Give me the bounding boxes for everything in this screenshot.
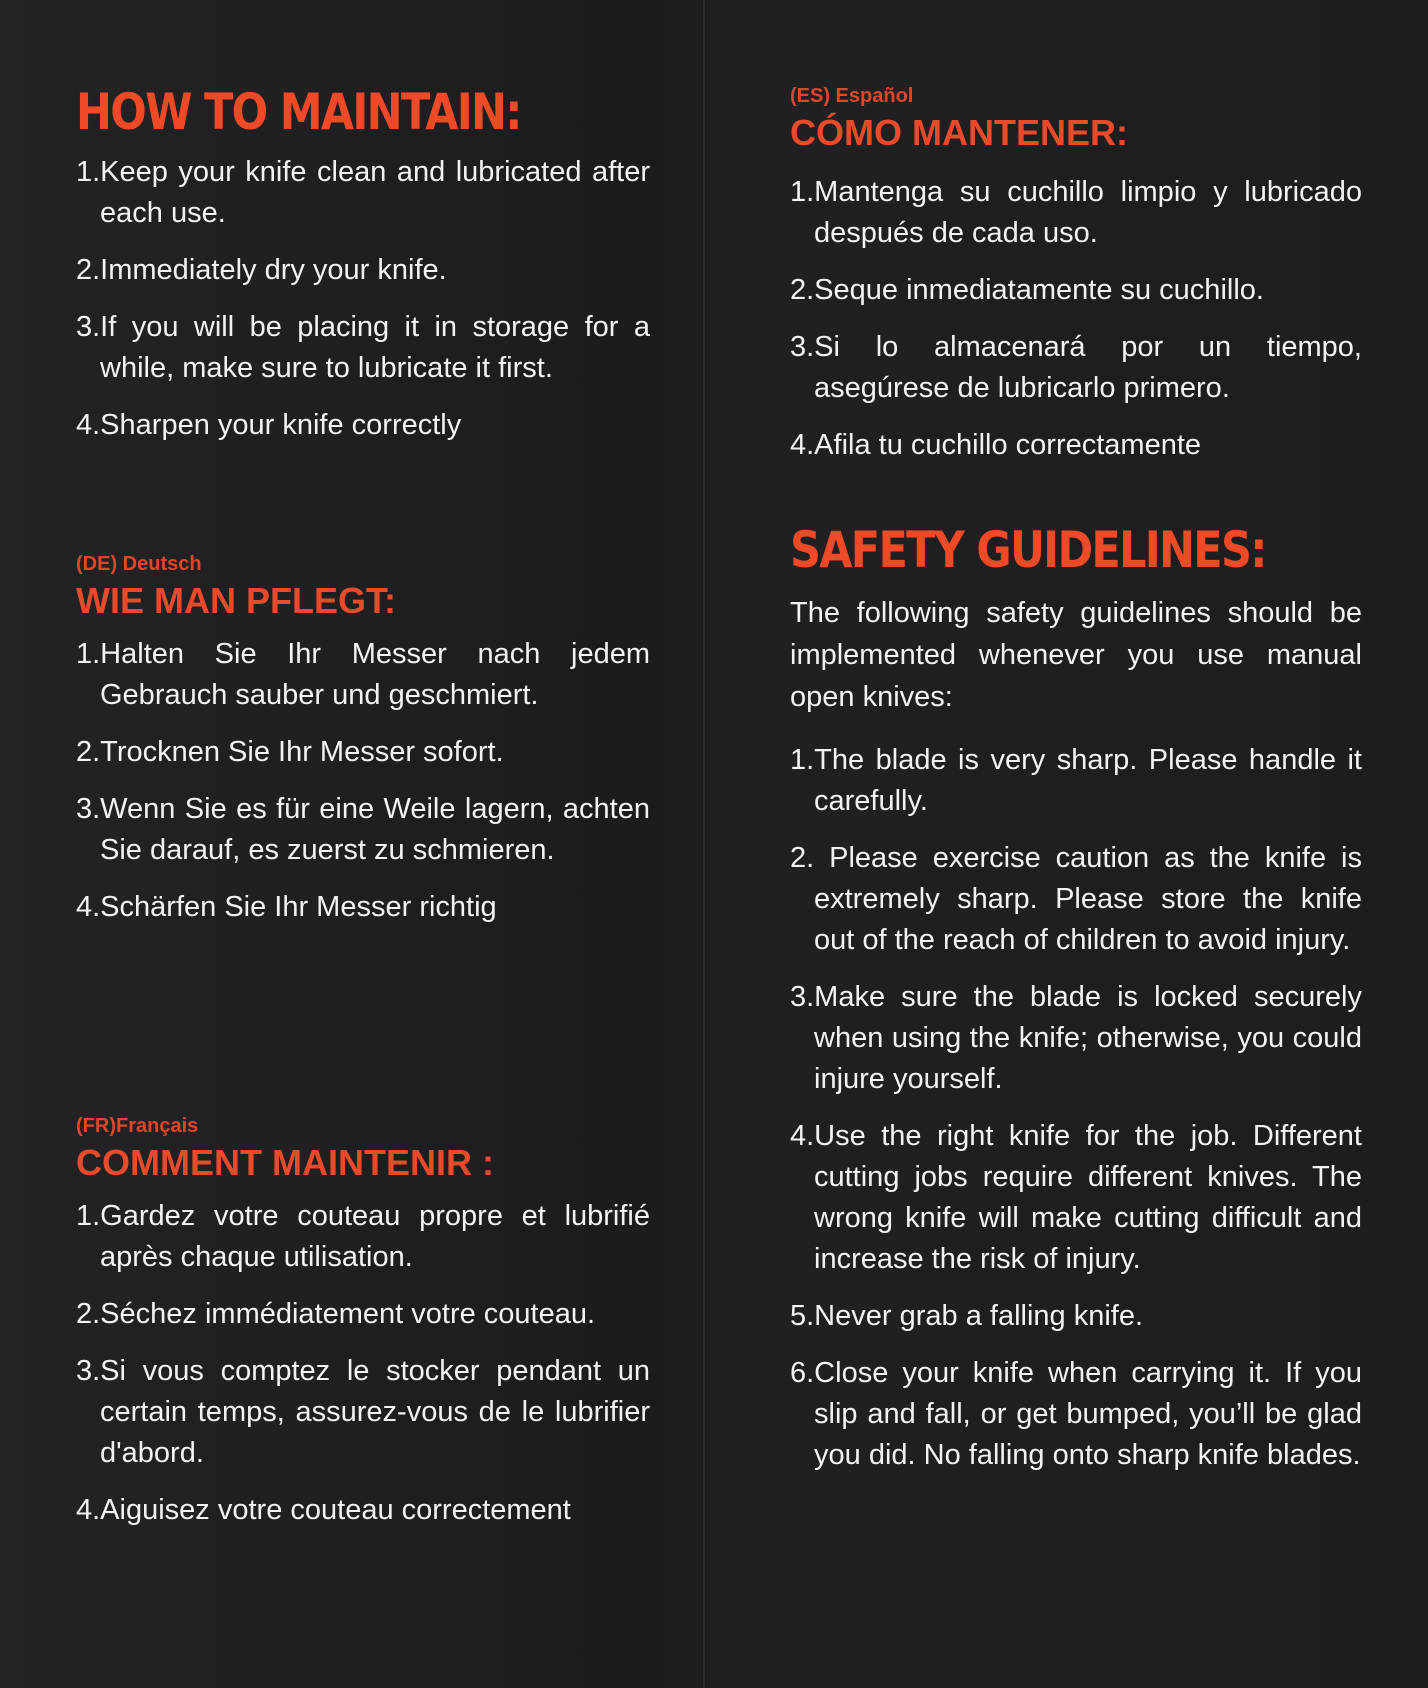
list-item: 4.Afila tu cuchillo correctamente [790,429,1202,461]
list-item: 5.Never grab a falling knife. [790,1300,1144,1332]
list-item: 2.Trocknen Sie Ihr Messer sofort. [76,736,504,768]
maintain-en-title: HOW TO MAINTAIN: [76,83,521,141]
list-item: 4.Aiguisez votre couteau correctement [76,1494,571,1526]
list-item: 1.Mantenga su cuchillo limpio y lubricado después de cada uso. [790,176,1362,249]
list-item: 2. Please exercise caution as the knife is extremely sharp. Please store the knife out of the reach of children to avoid injury. [790,842,1362,956]
maintain-de-section [76,552,650,928]
list-item: 2.Immediately dry your knife. [76,254,447,286]
fold-line [703,0,705,1688]
list-item: 1.Gardez votre couteau propre et lubrifié après chaque utilisation. [76,1200,650,1273]
list-item: 4.Schärfen Sie Ihr Messer richtig [76,891,497,923]
maintain-fr-section [76,1114,650,1531]
list-item: 2.Seque inmediatamente su cuchillo. [790,274,1264,306]
list-item: 3.Wenn Sie es für eine Weile lagern, achten Sie darauf, es zuerst zu schmieren. [76,793,650,866]
list-item: 3.If you will be placing it in storage for a while, make sure to lubricate it first. [76,311,650,384]
language-label-de: (DE) Deutsch [76,553,202,575]
maintain-fr-list [76,1196,650,1531]
list-item: 1.Halten Sie Ihr Messer nach jedem Gebrauch sauber und geschmiert. [76,638,650,711]
language-label-fr: (FR)Français [76,1115,199,1137]
maintain-es-list [790,172,1362,466]
safety-section [790,522,1362,1476]
list-item: 4.Use the right knife for the job. Different cutting jobs require different knives. The wrong knife will make cutting difficult and increase the risk of injury. [790,1120,1362,1275]
maintain-es-section [790,84,1362,466]
list-item: 3.Si lo almacenará por un tiempo, asegúrese de lubricarlo primero. [790,331,1362,404]
safety-list [790,740,1362,1476]
list-item: 6.Close your knife when carrying it. If you slip and fall, or get bumped, you’ll be glad you did. No falling onto sharp knife blades. [790,1357,1362,1471]
maintain-de-list [76,634,650,928]
maintain-fr-title: COMMENT MAINTENIR : [76,1142,494,1183]
maintain-es-title: CÓMO MANTENER: [790,112,1128,153]
list-item: 4.Sharpen your knife correctly [76,409,462,441]
maintain-en-section [76,84,650,446]
list-item: 1.Keep your knife clean and lubricated after each use. [76,156,650,229]
maintain-de-title: WIE MAN PFLEGT: [76,580,396,621]
list-item: 1.The blade is very sharp. Please handle it carefully. [790,744,1362,817]
list-item: 3.Si vous comptez le stocker pendant un certain temps, assurez-vous de le lubrifier d'abord. [76,1355,650,1469]
maintain-en-list [76,152,650,446]
list-item: 3.Make sure the blade is locked securely when using the knife; otherwise, you could injure yourself. [790,981,1362,1095]
language-label-es: (ES) Español [790,85,914,107]
list-item: 2.Séchez immédiatement votre couteau. [76,1298,596,1330]
safety-intro: The following safety guidelines should be implemented whenever you use manual open knives: [790,597,1362,713]
safety-title: SAFETY GUIDELINES: [790,521,1266,579]
